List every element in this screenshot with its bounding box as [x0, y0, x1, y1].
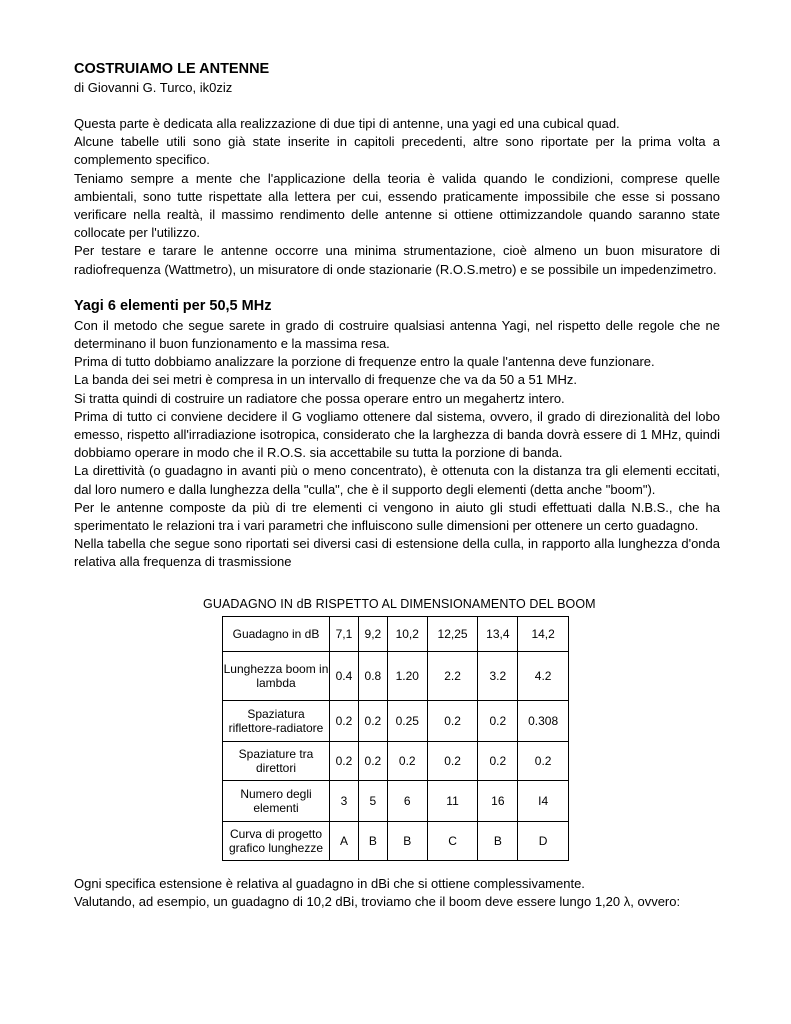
- table-cell: 0.4: [330, 652, 359, 701]
- table-cell: D: [518, 822, 569, 861]
- author-line: di Giovanni G. Turco, ik0ziz: [74, 80, 233, 95]
- table-row: [223, 652, 569, 701]
- intro-paragraph: Questa parte è dedicata alla realizzazione di due tipi di antenne, una yagi ed una cubical quad.: [74, 116, 620, 131]
- table-cell: I4: [518, 781, 569, 822]
- table-cell: 0.2: [478, 701, 518, 742]
- intro-paragraph: Alcune tabelle utili sono già state inserite in capitoli precedenti, altre sono riportate per la prima volta a complemento specifico.: [74, 134, 720, 168]
- table-cell: 0.2: [427, 701, 478, 742]
- table-cell: 5: [358, 781, 387, 822]
- table-cell: B: [478, 822, 518, 861]
- table-cell: 0.2: [358, 701, 387, 742]
- section-paragraph: La banda dei sei metri è compresa in un intervallo di frequenze che va da 50 a 51 MHz.: [74, 372, 577, 388]
- row-header: Spaziatura riflettore-radiatore: [223, 701, 330, 742]
- closing-paragraph: Valutando, ad esempio, un guadagno di 10,2 dBi, troviamo che il boom deve essere lungo 1,20 λ, ovvero:: [74, 894, 681, 910]
- section-paragraph: Prima di tutto ci conviene decidere il G vogliamo ottenere dal sistema, ovvero, il grado di direzionalità del lobo emesso, rispetto all'irradiazione isotropica, considerato che la larghezza di banda dovrà essere di 1 MHz, quindi dobbiamo operare in modo che il R.O.S. sia accettabile su tutta la porzione di banda.: [74, 408, 720, 461]
- table-cell: 0.2: [478, 742, 518, 781]
- intro-paragraph: Teniamo sempre a mente che l'applicazione della teoria è valida quando le condizioni, comprese quelle ambientali, sono tutte rispettate alla lettera per cui, essendo praticamente impossibile che esse si possano verificare nella realtà, il massimo rendimento delle antenne si ottiene ottimizzandole quando saranno state collocate per l'utilizzo.: [74, 170, 720, 241]
- table-cell: 10,2: [387, 617, 427, 652]
- table-row: [223, 617, 569, 652]
- table-cell: 0.2: [330, 742, 359, 781]
- table-cell: 14,2: [518, 617, 569, 652]
- table-row: [223, 822, 569, 861]
- table-cell: 0.2: [358, 742, 387, 781]
- table-row: [223, 701, 569, 742]
- table-cell: A: [330, 822, 359, 861]
- table-cell: 0.25: [387, 701, 427, 742]
- table-cell: 7,1: [330, 617, 359, 652]
- table-cell: 0.8: [358, 652, 387, 701]
- table-caption: GUADAGNO IN dB RISPETTO AL DIMENSIONAMENTO DEL BOOM: [203, 597, 596, 611]
- row-header: Spaziature tra direttori: [223, 742, 330, 781]
- table-cell: 1.20: [387, 652, 427, 701]
- boom-gain-table: [222, 616, 569, 861]
- section-paragraph: Con il metodo che segue sarete in grado di costruire qualsiasi antenna Yagi, nel rispetto delle regole che ne determinano il buon funzionamento e la massima resa.: [74, 317, 720, 352]
- table-cell: 0.2: [387, 742, 427, 781]
- section-paragraph: Si tratta quindi di costruire un radiatore che possa operare entro un megahertz intero.: [74, 390, 565, 406]
- table-cell: 0.308: [518, 701, 569, 742]
- table-cell: 3: [330, 781, 359, 822]
- table-row: [223, 742, 569, 781]
- table-cell: 13,4: [478, 617, 518, 652]
- section-heading: Yagi 6 elementi per 50,5 MHz: [74, 297, 272, 314]
- page-title: COSTRUIAMO LE ANTENNE: [74, 61, 270, 77]
- boom-table-figure: [203, 596, 596, 855]
- row-header: Guadagno in dB: [223, 617, 330, 652]
- section-paragraph: Nella tabella che segue sono riportati sei diversi casi di estensione della culla, in rapporto alla lunghezza d'onda relativa alla frequenza di trasmissione: [74, 536, 720, 570]
- closing-text: [74, 875, 720, 911]
- row-header: Numero degli elementi: [223, 781, 330, 822]
- table-cell: B: [387, 822, 427, 861]
- table-cell: 16: [478, 781, 518, 822]
- section-paragraph: Prima di tutto dobbiamo analizzare la porzione di frequenze entro la quale l'antenna deve funzionare.: [74, 354, 655, 370]
- closing-paragraph: Ogni specifica estensione è relativa al guadagno in dBi che si ottiene complessivamente.: [74, 876, 585, 891]
- table-cell: 0.2: [330, 701, 359, 742]
- section-paragraph: Per le antenne composte da più di tre elementi ci vengono in aiuto gli studi effettuati dalla N.B.S., che ha sperimentato le relazioni tra i vari parametri che influiscono sulle dimensioni per ottenere un certo guadagno.: [74, 499, 720, 534]
- table-cell: 4.2: [518, 652, 569, 701]
- row-header: Curva di progetto grafico lunghezze: [223, 822, 330, 861]
- table-row: [223, 781, 569, 822]
- table-cell: 6: [387, 781, 427, 822]
- intro-paragraph: Per testare e tarare le antenne occorre una minima strumentazione, cioè almeno un buon misuratore di radiofrequenza (Wattmetro), un misuratore di onde stazionarie (R.O.S.metro) e se possibile un impedenzimetro.: [74, 243, 720, 277]
- table-cell: B: [358, 822, 387, 861]
- table-cell: 9,2: [358, 617, 387, 652]
- table-cell: 2.2: [427, 652, 478, 701]
- table-cell: 3.2: [478, 652, 518, 701]
- table-cell: 12,25: [427, 617, 478, 652]
- table-cell: 0.2: [427, 742, 478, 781]
- row-header: Lunghezza boom in lambda: [223, 652, 330, 701]
- table-cell: 11: [427, 781, 478, 822]
- table-cell: 0.2: [518, 742, 569, 781]
- table-cell: C: [427, 822, 478, 861]
- document-body: [74, 60, 720, 572]
- section-paragraph: La direttività (o guadagno in avanti più o meno concentrato), è ottenuta con la distanza tra gli elementi eccitati, dal loro numero e dalla lunghezza della "culla", che è il supporto degli elementi (detta anche "boom").: [74, 463, 720, 497]
